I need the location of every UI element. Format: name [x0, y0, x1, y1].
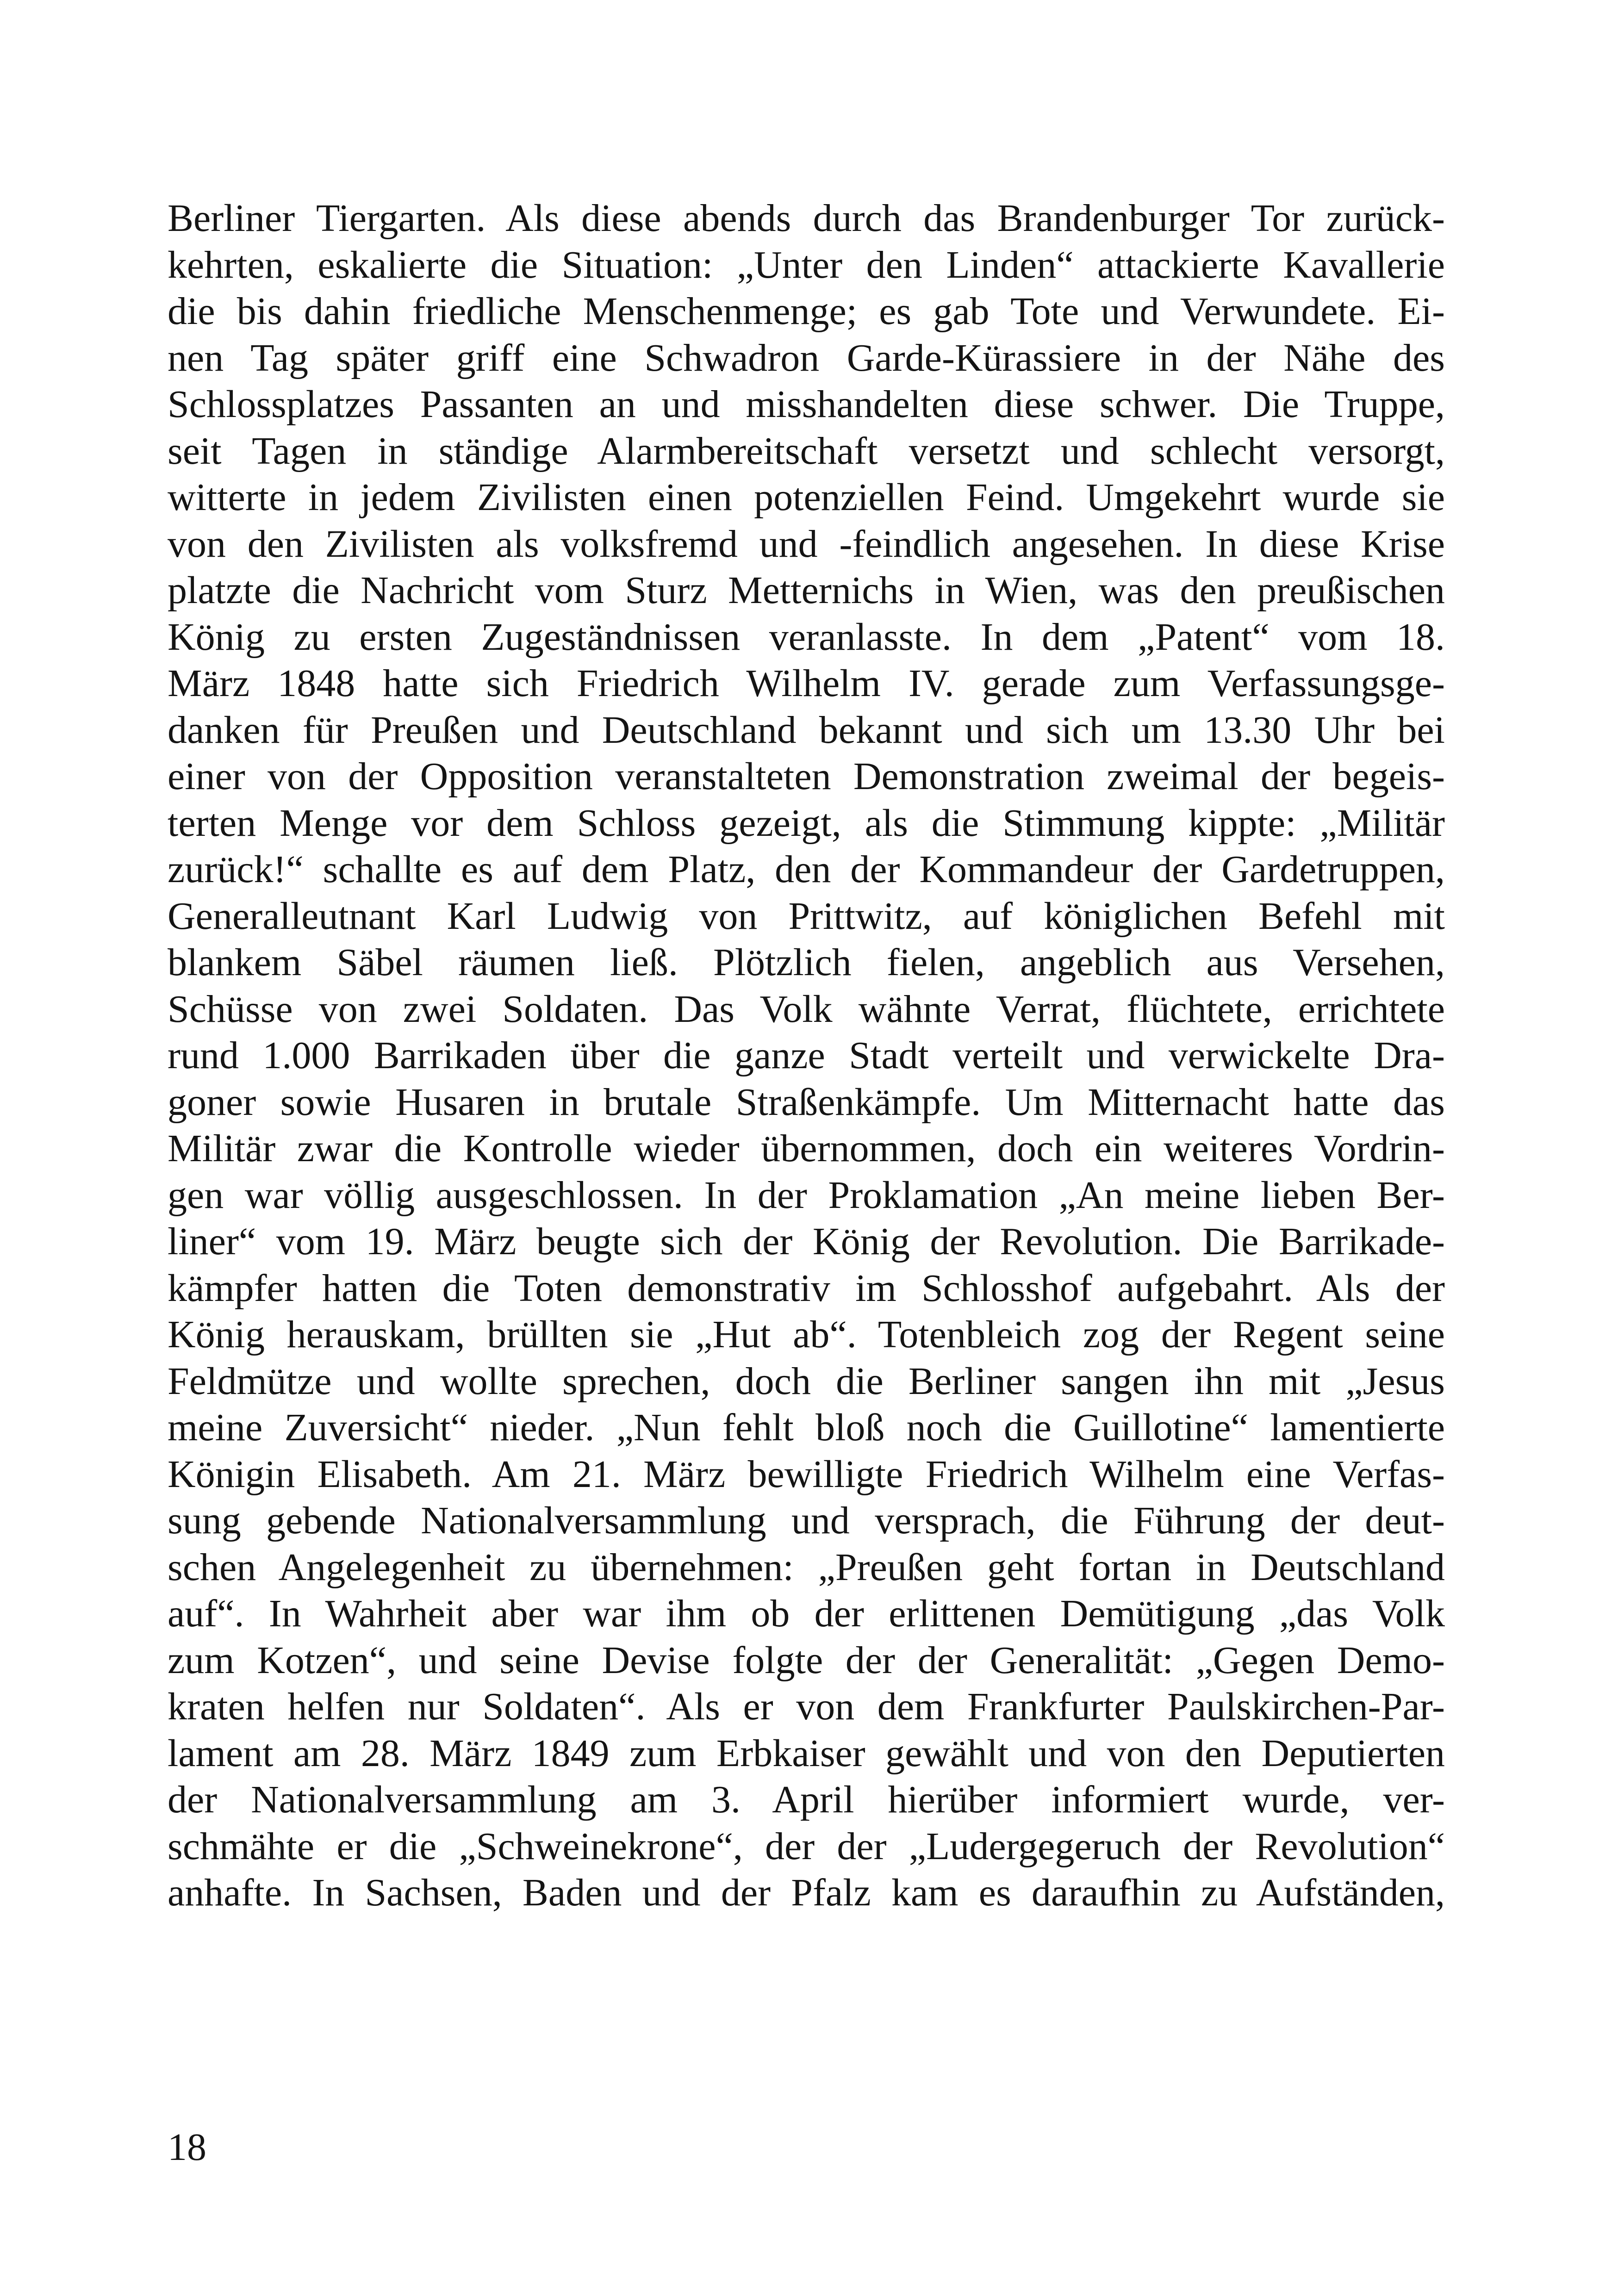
text-line: witterte in jedem Zivilisten einen potenziellen Feind. Umgekehrt wurde sie	[168, 476, 1445, 519]
text-line: König zu ersten Zugeständnissen veranlasste. In dem „Patent“ vom 18.	[168, 615, 1445, 659]
text-line: gen war völlig ausgeschlossen. In der Proklamation „An meine lieben Ber-	[168, 1173, 1445, 1217]
text-line: kraten helfen nur Soldaten“. Als er von dem Frankfurter Paulskirchen-Par-	[168, 1685, 1445, 1728]
text-line: auf“. In Wahrheit aber war ihm ob der erlittenen Demütigung „das Volk	[168, 1592, 1445, 1635]
text-line: danken für Preußen und Deutschland bekannt und sich um 13.30 Uhr bei	[168, 708, 1445, 752]
text-line: lament am 28. März 1849 zum Erbkaiser gewählt und von den Deputierten	[168, 1731, 1445, 1775]
text-line: kehrten, eskalierte die Situation: „Unter den Linden“ attackierte Kavallerie	[168, 243, 1445, 286]
text-line: seit Tagen in ständige Alarmbereitschaft versetzt und schlecht versorgt,	[168, 429, 1445, 473]
text-line: Generalleutnant Karl Ludwig von Prittwitz, auf königlichen Befehl mit	[168, 894, 1445, 938]
text-line: anhafte. In Sachsen, Baden und der Pfalz kam es daraufhin zu Aufständen,	[168, 1871, 1445, 1914]
text-line: Feldmütze und wollte sprechen, doch die Berliner sangen ihn mit „Jesus	[168, 1359, 1445, 1403]
text-line: sung gebende Nationalversammlung und versprach, die Führung der deut-	[168, 1499, 1445, 1542]
text-line: Königin Elisabeth. Am 21. März bewilligte Friedrich Wilhelm eine Verfas-	[168, 1452, 1445, 1496]
text-line: König herauskam, brüllten sie „Hut ab“. Totenbleich zog der Regent seine	[168, 1313, 1445, 1356]
text-line: platzte die Nachricht vom Sturz Metternichs in Wien, was den preußischen	[168, 569, 1445, 612]
text-line: kämpfer hatten die Toten demonstrativ im Schlosshof aufgebahrt. Als der	[168, 1266, 1445, 1310]
text-line: von den Zivilisten als volksfremd und -feindlich angesehen. In diese Krise	[168, 522, 1445, 566]
text-line: einer von der Opposition veranstalteten Demonstration zweimal der begeis-	[168, 755, 1445, 798]
text-line: liner“ vom 19. März beugte sich der König der Revolution. Die Barrikade-	[168, 1220, 1445, 1263]
text-line: nen Tag später griff eine Schwadron Garde-Kürassiere in der Nähe des	[168, 336, 1445, 380]
text-line: zurück!“ schallte es auf dem Platz, den der Kommandeur der Gardetruppen,	[168, 848, 1445, 891]
text-line: Militär zwar die Kontrolle wieder übernommen, doch ein weiteres Vordrin-	[168, 1127, 1445, 1170]
text-line: Schüsse von zwei Soldaten. Das Volk wähnte Verrat, flüchtete, errichtete	[168, 987, 1445, 1031]
text-line: blankem Säbel räumen ließ. Plötzlich fielen, angeblich aus Versehen,	[168, 941, 1445, 984]
page-number: 18	[168, 2126, 206, 2169]
body-text	[168, 195, 1445, 1916]
text-line: zum Kotzen“, und seine Devise folgte der der Generalität: „Gegen Demo-	[168, 1638, 1445, 1682]
text-line: Berliner Tiergarten. Als diese abends durch das Brandenburger Tor zurück-	[168, 197, 1445, 240]
text-line: die bis dahin friedliche Menschenmenge; es gab Tote und Verwundete. Ei-	[168, 290, 1445, 333]
text-line: rund 1.000 Barrikaden über die ganze Stadt verteilt und verwickelte Dra-	[168, 1034, 1445, 1077]
text-line: schen Angelegenheit zu übernehmen: „Preußen geht fortan in Deutschland	[168, 1545, 1445, 1589]
text-line: März 1848 hatte sich Friedrich Wilhelm IV. gerade zum Verfassungsge-	[168, 662, 1445, 705]
text-line: goner sowie Husaren in brutale Straßenkämpfe. Um Mitternacht hatte das	[168, 1080, 1445, 1124]
text-line: meine Zuversicht“ nieder. „Nun fehlt bloß noch die Guillotine“ lamentierte	[168, 1406, 1445, 1449]
text-line: schmähte er die „Schweinekrone“, der der „Ludergegeruch der Revolution“	[168, 1824, 1445, 1868]
text-line: terten Menge vor dem Schloss gezeigt, als die Stimmung kippte: „Militär	[168, 801, 1445, 845]
text-line: Schlossplatzes Passanten an und misshandelten diese schwer. Die Truppe,	[168, 383, 1445, 426]
text-line: der Nationalversammlung am 3. April hierüber informiert wurde, ver-	[168, 1778, 1445, 1821]
